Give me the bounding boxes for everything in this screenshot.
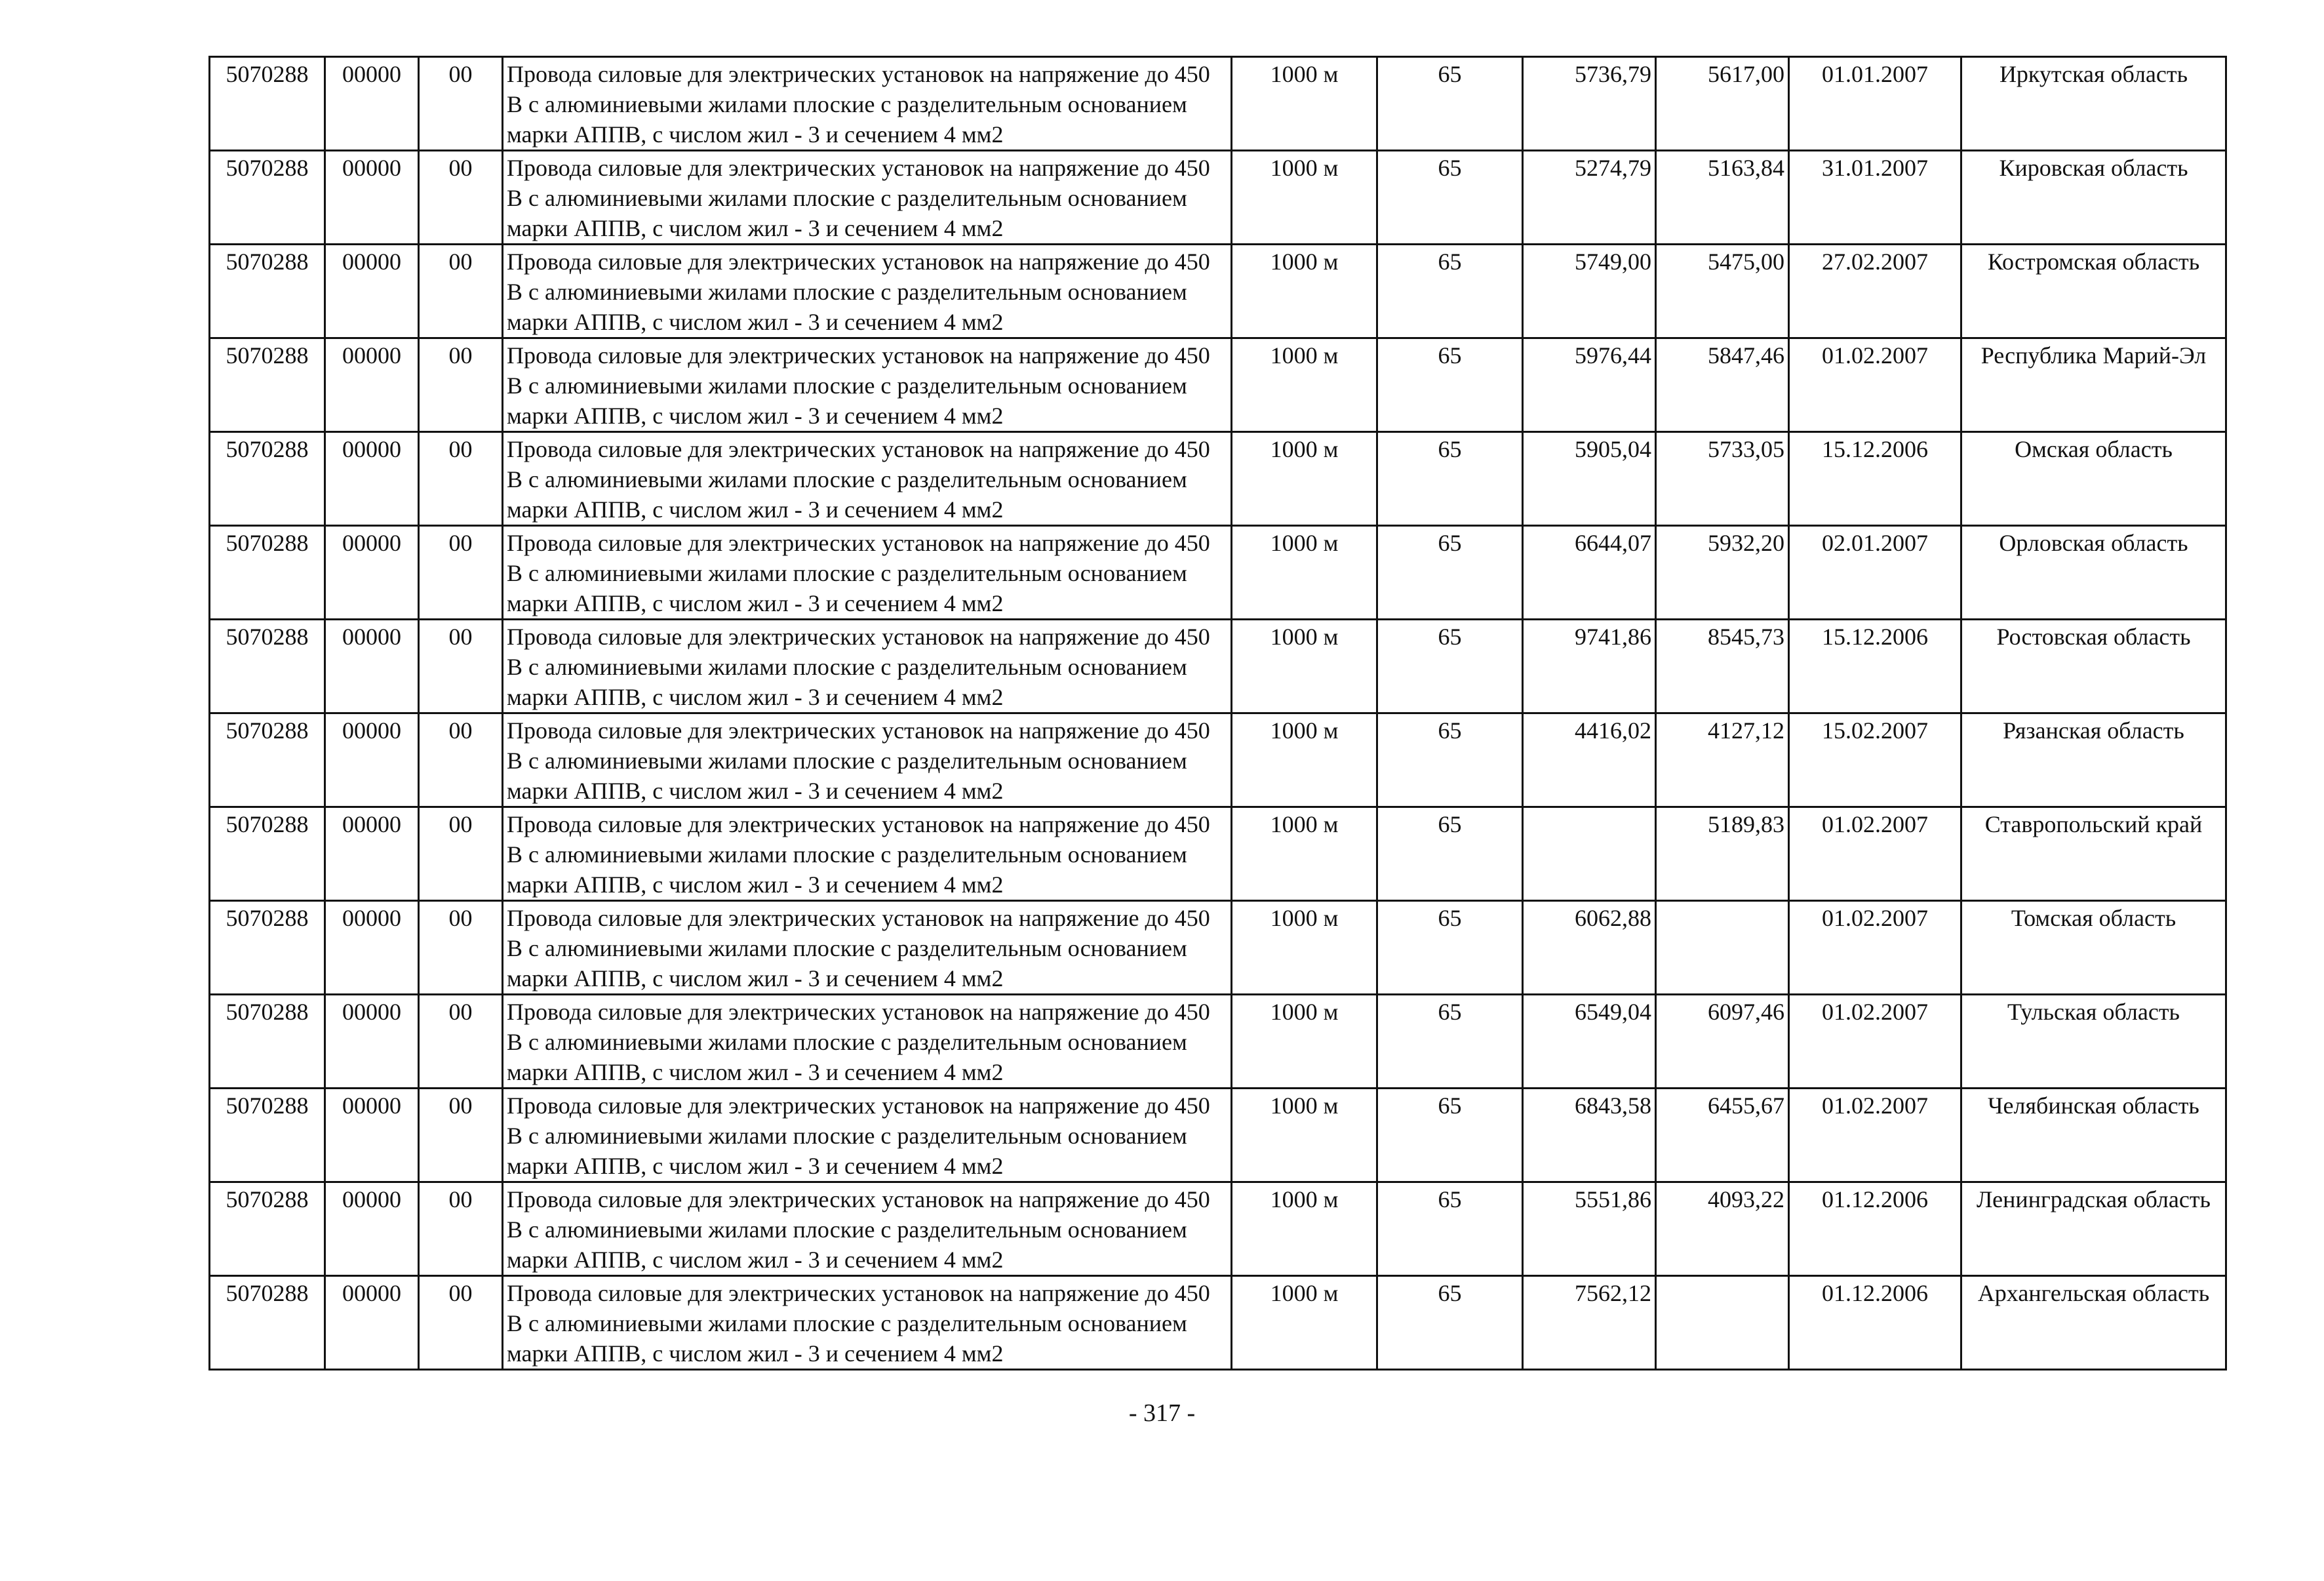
table-row <box>210 995 2226 1089</box>
cell-code: 5070288 <box>210 245 325 338</box>
cell-price-2: 6097,46 <box>1656 995 1789 1089</box>
cell-subcode: 00000 <box>325 1089 419 1182</box>
cell-description: Провода силовые для электрических установок на напряжение до 450 В с алюминиевыми жилами плоские с разделительным основанием марки АППВ, с числом жил - 3 и сечением 4 мм2 <box>503 807 1232 901</box>
cell-date: 31.01.2007 <box>1789 151 1961 245</box>
cell-quantity: 65 <box>1377 1089 1523 1182</box>
cell-price-1: 6062,88 <box>1523 901 1656 995</box>
cell-price-2: 5163,84 <box>1656 151 1789 245</box>
table-row <box>210 807 2226 901</box>
table-row <box>210 338 2226 432</box>
cell-quantity: 65 <box>1377 713 1523 807</box>
cell-quantity: 65 <box>1377 1182 1523 1276</box>
cell-quantity: 65 <box>1377 526 1523 620</box>
cell-code: 5070288 <box>210 901 325 995</box>
table-row <box>210 151 2226 245</box>
cell-unit: 1000 м <box>1232 807 1377 901</box>
price-table <box>208 56 2227 1371</box>
cell-quantity: 65 <box>1377 57 1523 151</box>
cell-region: Ленинградская область <box>1961 1182 2226 1276</box>
cell-extension: 00 <box>419 151 503 245</box>
cell-subcode: 00000 <box>325 901 419 995</box>
cell-quantity: 65 <box>1377 1276 1523 1370</box>
cell-quantity: 65 <box>1377 807 1523 901</box>
cell-extension: 00 <box>419 1182 503 1276</box>
cell-description: Провода силовые для электрических установок на напряжение до 450 В с алюминиевыми жилами плоские с разделительным основанием марки АППВ, с числом жил - 3 и сечением 4 мм2 <box>503 57 1232 151</box>
cell-region: Ставропольский край <box>1961 807 2226 901</box>
cell-date: 15.02.2007 <box>1789 713 1961 807</box>
cell-price-2: 8545,73 <box>1656 620 1789 713</box>
cell-extension: 00 <box>419 807 503 901</box>
cell-quantity: 65 <box>1377 620 1523 713</box>
cell-description: Провода силовые для электрических установок на напряжение до 450 В с алюминиевыми жилами плоские с разделительным основанием марки АППВ, с числом жил - 3 и сечением 4 мм2 <box>503 245 1232 338</box>
cell-price-2: 6455,67 <box>1656 1089 1789 1182</box>
cell-unit: 1000 м <box>1232 338 1377 432</box>
table-row <box>210 57 2226 151</box>
page-number: - 317 - <box>1128 1399 1196 1427</box>
cell-subcode: 00000 <box>325 338 419 432</box>
cell-price-2: 4093,22 <box>1656 1182 1789 1276</box>
cell-date: 01.02.2007 <box>1789 995 1961 1089</box>
cell-description: Провода силовые для электрических установок на напряжение до 450 В с алюминиевыми жилами плоские с разделительным основанием марки АППВ, с числом жил - 3 и сечением 4 мм2 <box>503 432 1232 526</box>
cell-code: 5070288 <box>210 1089 325 1182</box>
table-row <box>210 901 2226 995</box>
cell-extension: 00 <box>419 620 503 713</box>
cell-region: Ростовская область <box>1961 620 2226 713</box>
cell-price-1: 5749,00 <box>1523 245 1656 338</box>
cell-extension: 00 <box>419 713 503 807</box>
cell-code: 5070288 <box>210 713 325 807</box>
cell-price-1: 9741,86 <box>1523 620 1656 713</box>
cell-price-2: 5475,00 <box>1656 245 1789 338</box>
table-row <box>210 1182 2226 1276</box>
cell-price-2: 5189,83 <box>1656 807 1789 901</box>
cell-price-2: 4127,12 <box>1656 713 1789 807</box>
cell-price-1: 4416,02 <box>1523 713 1656 807</box>
table-row <box>210 526 2226 620</box>
cell-unit: 1000 м <box>1232 620 1377 713</box>
cell-region: Челябинская область <box>1961 1089 2226 1182</box>
cell-code: 5070288 <box>210 151 325 245</box>
cell-description: Провода силовые для электрических установок на напряжение до 450 В с алюминиевыми жилами плоские с разделительным основанием марки АППВ, с числом жил - 3 и сечением 4 мм2 <box>503 151 1232 245</box>
cell-date: 27.02.2007 <box>1789 245 1961 338</box>
cell-date: 01.02.2007 <box>1789 807 1961 901</box>
cell-quantity: 65 <box>1377 995 1523 1089</box>
cell-description: Провода силовые для электрических установок на напряжение до 450 В с алюминиевыми жилами плоские с разделительным основанием марки АППВ, с числом жил - 3 и сечением 4 мм2 <box>503 995 1232 1089</box>
table-body <box>210 57 2226 1370</box>
cell-extension: 00 <box>419 432 503 526</box>
cell-subcode: 00000 <box>325 1182 419 1276</box>
table-row <box>210 432 2226 526</box>
cell-price-2: 5932,20 <box>1656 526 1789 620</box>
cell-date: 01.02.2007 <box>1789 901 1961 995</box>
cell-unit: 1000 м <box>1232 245 1377 338</box>
cell-unit: 1000 м <box>1232 1089 1377 1182</box>
cell-quantity: 65 <box>1377 151 1523 245</box>
cell-date: 01.12.2006 <box>1789 1182 1961 1276</box>
cell-unit: 1000 м <box>1232 901 1377 995</box>
cell-code: 5070288 <box>210 338 325 432</box>
cell-unit: 1000 м <box>1232 1276 1377 1370</box>
cell-price-2: 5617,00 <box>1656 57 1789 151</box>
cell-quantity: 65 <box>1377 432 1523 526</box>
cell-description: Провода силовые для электрических установок на напряжение до 450 В с алюминиевыми жилами плоские с разделительным основанием марки АППВ, с числом жил - 3 и сечением 4 мм2 <box>503 338 1232 432</box>
cell-region: Тульская область <box>1961 995 2226 1089</box>
cell-region: Иркутская область <box>1961 57 2226 151</box>
cell-subcode: 00000 <box>325 1276 419 1370</box>
cell-price-2 <box>1656 1276 1789 1370</box>
cell-subcode: 00000 <box>325 432 419 526</box>
cell-date: 15.12.2006 <box>1789 432 1961 526</box>
cell-unit: 1000 м <box>1232 151 1377 245</box>
cell-description: Провода силовые для электрических установок на напряжение до 450 В с алюминиевыми жилами плоские с разделительным основанием марки АППВ, с числом жил - 3 и сечением 4 мм2 <box>503 620 1232 713</box>
cell-subcode: 00000 <box>325 995 419 1089</box>
cell-subcode: 00000 <box>325 620 419 713</box>
cell-code: 5070288 <box>210 526 325 620</box>
cell-subcode: 00000 <box>325 57 419 151</box>
cell-date: 01.12.2006 <box>1789 1276 1961 1370</box>
cell-region: Рязанская область <box>1961 713 2226 807</box>
cell-price-2 <box>1656 901 1789 995</box>
cell-date: 02.01.2007 <box>1789 526 1961 620</box>
cell-price-1: 6843,58 <box>1523 1089 1656 1182</box>
cell-quantity: 65 <box>1377 338 1523 432</box>
cell-description: Провода силовые для электрических установок на напряжение до 450 В с алюминиевыми жилами плоские с разделительным основанием марки АППВ, с числом жил - 3 и сечением 4 мм2 <box>503 526 1232 620</box>
table-row <box>210 1089 2226 1182</box>
cell-unit: 1000 м <box>1232 57 1377 151</box>
cell-region: Орловская область <box>1961 526 2226 620</box>
cell-description: Провода силовые для электрических установок на напряжение до 450 В с алюминиевыми жилами плоские с разделительным основанием марки АППВ, с числом жил - 3 и сечением 4 мм2 <box>503 1089 1232 1182</box>
cell-extension: 00 <box>419 901 503 995</box>
cell-price-1: 6549,04 <box>1523 995 1656 1089</box>
cell-price-1: 5905,04 <box>1523 432 1656 526</box>
cell-description: Провода силовые для электрических установок на напряжение до 450 В с алюминиевыми жилами плоские с разделительным основанием марки АППВ, с числом жил - 3 и сечением 4 мм2 <box>503 713 1232 807</box>
cell-price-2: 5733,05 <box>1656 432 1789 526</box>
cell-quantity: 65 <box>1377 245 1523 338</box>
cell-extension: 00 <box>419 1089 503 1182</box>
cell-unit: 1000 м <box>1232 432 1377 526</box>
cell-date: 01.01.2007 <box>1789 57 1961 151</box>
cell-extension: 00 <box>419 57 503 151</box>
cell-region: Костромская область <box>1961 245 2226 338</box>
cell-region: Кировская область <box>1961 151 2226 245</box>
cell-subcode: 00000 <box>325 245 419 338</box>
table-row <box>210 713 2226 807</box>
cell-price-1: 5551,86 <box>1523 1182 1656 1276</box>
table-row <box>210 245 2226 338</box>
cell-unit: 1000 м <box>1232 995 1377 1089</box>
cell-extension: 00 <box>419 338 503 432</box>
cell-description: Провода силовые для электрических установок на напряжение до 450 В с алюминиевыми жилами плоские с разделительным основанием марки АППВ, с числом жил - 3 и сечением 4 мм2 <box>503 901 1232 995</box>
cell-price-1: 5976,44 <box>1523 338 1656 432</box>
cell-extension: 00 <box>419 245 503 338</box>
cell-region: Томская область <box>1961 901 2226 995</box>
cell-region: Архангельская область <box>1961 1276 2226 1370</box>
cell-price-1 <box>1523 807 1656 901</box>
table-row <box>210 1276 2226 1370</box>
cell-region: Республика Марий-Эл <box>1961 338 2226 432</box>
cell-price-1: 6644,07 <box>1523 526 1656 620</box>
cell-quantity: 65 <box>1377 901 1523 995</box>
cell-code: 5070288 <box>210 1276 325 1370</box>
cell-code: 5070288 <box>210 995 325 1089</box>
cell-subcode: 00000 <box>325 151 419 245</box>
cell-date: 01.02.2007 <box>1789 1089 1961 1182</box>
table-row <box>210 620 2226 713</box>
cell-code: 5070288 <box>210 620 325 713</box>
cell-subcode: 00000 <box>325 807 419 901</box>
cell-code: 5070288 <box>210 57 325 151</box>
cell-price-1: 5274,79 <box>1523 151 1656 245</box>
cell-date: 15.12.2006 <box>1789 620 1961 713</box>
cell-region: Омская область <box>1961 432 2226 526</box>
cell-unit: 1000 м <box>1232 713 1377 807</box>
cell-price-1: 7562,12 <box>1523 1276 1656 1370</box>
cell-extension: 00 <box>419 526 503 620</box>
cell-description: Провода силовые для электрических установок на напряжение до 450 В с алюминиевыми жилами плоские с разделительным основанием марки АППВ, с числом жил - 3 и сечением 4 мм2 <box>503 1182 1232 1276</box>
cell-description: Провода силовые для электрических установок на напряжение до 450 В с алюминиевыми жилами плоские с разделительным основанием марки АППВ, с числом жил - 3 и сечением 4 мм2 <box>503 1276 1232 1370</box>
cell-price-2: 5847,46 <box>1656 338 1789 432</box>
cell-unit: 1000 м <box>1232 1182 1377 1276</box>
cell-extension: 00 <box>419 995 503 1089</box>
cell-extension: 00 <box>419 1276 503 1370</box>
cell-unit: 1000 м <box>1232 526 1377 620</box>
cell-date: 01.02.2007 <box>1789 338 1961 432</box>
cell-code: 5070288 <box>210 807 325 901</box>
cell-price-1: 5736,79 <box>1523 57 1656 151</box>
cell-code: 5070288 <box>210 432 325 526</box>
cell-code: 5070288 <box>210 1182 325 1276</box>
cell-subcode: 00000 <box>325 713 419 807</box>
cell-subcode: 00000 <box>325 526 419 620</box>
